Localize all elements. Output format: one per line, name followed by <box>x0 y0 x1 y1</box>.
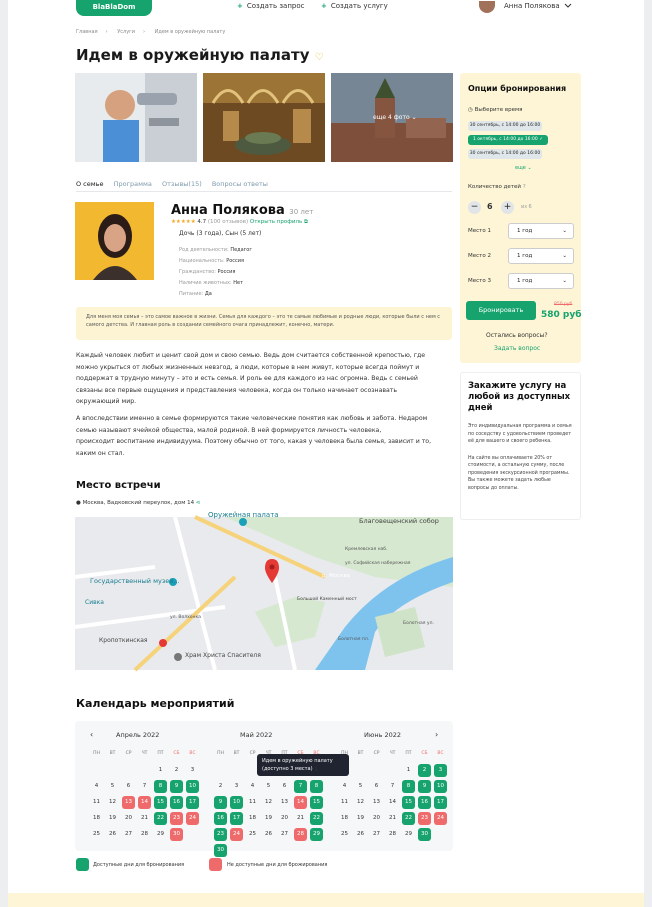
ask-question-link[interactable]: Задать вопрос <box>494 345 541 352</box>
calendar-day: 4 <box>94 783 99 789</box>
calendar-day: 12 <box>357 799 364 805</box>
weekday-label: ВС <box>437 751 444 756</box>
calendar-day: 24 <box>230 828 243 841</box>
calendar-day: 20 <box>373 815 380 821</box>
map-canvas[interactable] <box>75 517 453 670</box>
calendar-day: 1 <box>314 767 319 773</box>
promo-title: Закажите услугу на любой из доступных дней <box>468 381 571 413</box>
calendar-day: 19 <box>109 815 116 821</box>
calendar-day: 6 <box>374 783 379 789</box>
increment-button[interactable]: + <box>501 201 514 214</box>
calendar-day[interactable]: 9 <box>170 780 183 793</box>
kids-label: Количество детей ? <box>468 184 526 190</box>
weekday-label: ПН <box>217 751 224 756</box>
map-label: Кремлевская наб. <box>345 547 388 552</box>
meeting-title: Место встречи <box>76 480 161 491</box>
calendar-title: Календарь мероприятий <box>76 697 235 710</box>
map-label: Кропоткинская <box>99 637 148 644</box>
meeting-address: ● Москва, Вадковский переулок, дом 14 ⋖ <box>76 500 201 506</box>
calendar-day: 14 <box>389 799 396 805</box>
tab-reviews[interactable]: Отзывы(15) <box>161 180 202 188</box>
event-tooltip: Идем в оружейную палату (доступно 3 места) <box>257 754 349 776</box>
weekday-label: СР <box>373 751 380 756</box>
fact-citizenship: Гражданство: Россия <box>179 269 236 275</box>
external-link-icon: ⧉ <box>304 219 308 225</box>
calendar-day: 5 <box>266 783 271 789</box>
calendar-day: 11 <box>249 799 256 805</box>
legend-unavailable: Не доступные дни для брожирования <box>227 862 328 868</box>
calendar-day[interactable]: 10 <box>230 796 243 809</box>
breadcrumb-home[interactable]: Главная <box>76 29 98 35</box>
weekday-label: СР <box>249 751 256 756</box>
weekday-label: ПН <box>341 751 348 756</box>
weekday-label: ЧТ <box>389 751 396 756</box>
calendar-day[interactable]: 9 <box>214 796 227 809</box>
seat-1-select[interactable]: 1 год ⌄ <box>508 223 574 239</box>
about-paragraph-1: Каждый человек любит и ценит свой дом и свою семью. Ведь дом считается собственной крепостью, где можно укрыться от любых жизненных невзгод, а люди, которые в нем живут, которые всегда поймут и поддержат в трудную минуту – это и есть семья. И роль ее для каждого из нас огромна. Ведь с семьей связаны все первые ощущения и представления человека, когда он только начинает осознавать окружающий мир. <box>76 352 426 405</box>
calendar-day: 11 <box>341 799 348 805</box>
chevron-down-icon: ⌄ <box>562 278 567 284</box>
page-title: Идем в оружейную палату ♡ <box>76 46 324 64</box>
calendar-day: 3 <box>190 767 195 773</box>
calendar-day[interactable]: 9 <box>418 780 431 793</box>
calendar-day: 23 <box>170 812 183 825</box>
plus-icon: + <box>237 2 243 10</box>
weekday-label: СР <box>125 751 132 756</box>
map-label: ул. Софийская набережная <box>345 561 411 566</box>
time-label: ◷ Выберите время <box>468 107 523 113</box>
fact-food: Питание: Да <box>179 291 212 297</box>
calendar-day: 4 <box>250 783 255 789</box>
more-photos-label[interactable]: еще 4 фото ⌄ <box>373 114 417 121</box>
calendar-day: 29 <box>157 831 164 837</box>
calendar-day: 7 <box>390 783 395 789</box>
seat-label: Место 3 <box>468 278 491 284</box>
calendar-day[interactable]: 10 <box>186 780 199 793</box>
calendar-day: 27 <box>373 831 380 837</box>
fact-nationality: Национальность: Россия <box>179 258 245 264</box>
chevron-down-icon[interactable] <box>564 3 572 9</box>
more-slots-link[interactable]: еще ⌄ <box>515 165 532 171</box>
weekday-label: ВТ <box>109 751 116 756</box>
host-photo <box>75 202 154 280</box>
tab-program[interactable]: Программа <box>113 180 152 188</box>
next-month-icon[interactable]: › <box>435 730 439 739</box>
weekday-label: ПН <box>93 751 100 756</box>
calendar-day: 13 <box>281 799 288 805</box>
calendar-day: 18 <box>93 815 100 821</box>
page <box>8 0 644 907</box>
seat-3-select[interactable]: 1 год ⌄ <box>508 273 574 289</box>
footer <box>8 893 644 907</box>
breadcrumb-current: Идем в оружейную палату <box>154 29 226 35</box>
time-slot[interactable]: 30 сентябрь, с 14:00 до 16:00 <box>468 149 542 159</box>
weekday-label: ВТ <box>357 751 364 756</box>
chevron-down-icon: ⌄ <box>562 228 567 234</box>
logo[interactable]: BlaBlaDom <box>76 0 152 16</box>
weekday-label: СБ <box>297 751 304 756</box>
weekday-label: ПТ <box>157 751 164 756</box>
clock-icon: ◷ <box>468 107 473 113</box>
plus-icon: + <box>321 2 327 10</box>
map-label: ул. Волхонка <box>170 615 201 620</box>
calendar-day: 28 <box>389 831 396 837</box>
calendar-day: 1 <box>406 767 411 773</box>
help-icon: ? <box>522 184 526 190</box>
calendar-day[interactable]: 7 <box>294 780 307 793</box>
promo-card <box>460 372 581 520</box>
map-label: Сивка <box>85 599 104 606</box>
calendar-day[interactable]: 8 <box>402 780 415 793</box>
calendar-day: 12 <box>109 799 116 805</box>
calendar-day: 3 <box>234 783 239 789</box>
weekday-label: ПТ <box>405 751 412 756</box>
tab-faq[interactable]: Вопросы ответы <box>211 180 268 188</box>
map-label: Болотная пл. <box>338 637 370 642</box>
promo-text-1: Это индивидуальная программа и семья по соседству с удовольствием проведет её для вашего и своего ребенка. <box>468 424 572 444</box>
calendar-day: 28 <box>294 828 307 841</box>
month-title: Апрель 2022 <box>116 731 160 739</box>
map-label: Оружейная палата <box>208 511 279 519</box>
calendar-day: 5 <box>358 783 363 789</box>
weekday-label: СБ <box>173 751 180 756</box>
plumber-image <box>75 73 197 162</box>
create-request-link[interactable]: + Создать запрос <box>237 2 305 10</box>
time-slot[interactable]: 30 сентябрь, с 14:00 до 16:00 <box>468 121 542 131</box>
booking-title: Опции бронирования <box>468 84 567 93</box>
map-label: Государственный музей... <box>90 577 180 585</box>
breadcrumb-services[interactable]: Услуги <box>117 29 136 35</box>
book-button[interactable]: Бронировать <box>466 301 536 320</box>
month-title: Июнь 2022 <box>364 731 402 739</box>
calendar-day[interactable]: 16 <box>214 812 227 825</box>
calendar-day: 25 <box>249 831 256 837</box>
gallery-photo-2[interactable] <box>203 73 325 162</box>
seat-2-select[interactable]: 1 год ⌄ <box>508 248 574 264</box>
calendar-day[interactable]: 15 <box>154 796 167 809</box>
calendar-day: 6 <box>282 783 287 789</box>
old-price: 850 руб <box>554 302 573 307</box>
legend-available: Доступные дни для бронирования <box>93 862 185 868</box>
seat-label: Место 1 <box>468 228 491 234</box>
calendar-day[interactable]: 29 <box>310 828 323 841</box>
weekday-label: ВС <box>313 751 320 756</box>
weekday-label: ЧТ <box>141 751 148 756</box>
tab-bar <box>76 180 276 188</box>
calendar-day: 26 <box>357 831 364 837</box>
legend-available-swatch <box>76 858 89 871</box>
weekday-label: ЧТ <box>265 751 272 756</box>
armory-hall-image <box>203 73 325 162</box>
fact-pets: Наличие животных: Нет <box>179 280 244 286</box>
calendar-day[interactable]: 16 <box>418 796 431 809</box>
calendar-day: 21 <box>389 815 396 821</box>
calendar-day: 26 <box>265 831 272 837</box>
legend-unavailable-swatch <box>209 858 222 871</box>
decrement-button[interactable]: − <box>468 201 481 214</box>
calendar-day: 19 <box>265 815 272 821</box>
calendar-day[interactable]: 17 <box>186 796 199 809</box>
map-label: Храм Христа Спасителя <box>185 652 261 659</box>
calendar-day[interactable]: 2 <box>418 764 431 777</box>
calendar-day: 28 <box>141 831 148 837</box>
calendar-day: 24 <box>186 812 199 825</box>
user-avatar[interactable] <box>479 1 495 13</box>
open-profile-link[interactable]: Открыть профиль <box>249 219 303 225</box>
calendar-day[interactable]: 17 <box>230 812 243 825</box>
calendar-day: 1 <box>158 767 163 773</box>
calendar-day[interactable]: 15 <box>402 796 415 809</box>
calendar-day: 21 <box>297 815 304 821</box>
weekday-label: ПТ <box>281 751 288 756</box>
map-label: Большой Каменный мост <box>297 597 357 602</box>
tab-divider <box>76 191 452 192</box>
host-name: Анна Полякова 30 лет <box>171 203 314 218</box>
calendar-day[interactable]: 15 <box>310 796 323 809</box>
calendar-day: 27 <box>125 831 132 837</box>
gallery-photo-1[interactable] <box>75 73 197 162</box>
user-name[interactable]: Анна Полякова <box>504 2 560 10</box>
price: 580 руб <box>541 310 582 320</box>
calendar-day: 25 <box>93 831 100 837</box>
calendar-day: 2 <box>174 767 179 773</box>
calendar-day[interactable]: 22 <box>154 812 167 825</box>
calendar-day[interactable]: 10 <box>434 780 447 793</box>
seat-label: Место 2 <box>468 253 491 259</box>
calendar-day[interactable]: 30 <box>418 828 431 841</box>
calendar-day: 24 <box>434 812 447 825</box>
map-label: Благовещенский собор <box>359 517 439 525</box>
calendar-day: 20 <box>125 815 132 821</box>
calendar-day[interactable]: 3 <box>434 764 447 777</box>
map-label: Болотная ул. <box>403 621 434 626</box>
calendar-day: 18 <box>249 815 256 821</box>
calendar-day: 14 <box>294 796 307 809</box>
calendar-day: 5 <box>110 783 115 789</box>
calendar-day: 27 <box>281 831 288 837</box>
about-paragraph-2: А впоследствии именно в семье формируются такие человеческие понятия как любовь и забота. Недаром семью называют ячейкой общества, малой родиной. В ней формируется личность человека, происходит воспитание индивидуума. Поэтому обычно от того, какая у человека была семья, зависит и то, каким он стал. <box>76 415 432 457</box>
calendar-day: 21 <box>141 815 148 821</box>
calendar-day: 20 <box>281 815 288 821</box>
prev-month-icon[interactable]: ‹ <box>90 730 94 739</box>
heart-icon[interactable]: ♡ <box>314 52 324 63</box>
calendar-day[interactable]: 16 <box>170 796 183 809</box>
calendar-day[interactable]: 23 <box>214 828 227 841</box>
calendar-day: 18 <box>341 815 348 821</box>
calendar-day: 14 <box>138 796 151 809</box>
questions-label: Остались вопросы? <box>486 332 548 339</box>
calendar-day: 19 <box>357 815 364 821</box>
calendar-day[interactable]: 17 <box>434 796 447 809</box>
calendar-day: 23 <box>418 812 431 825</box>
weekday-label: ВТ <box>233 751 240 756</box>
calendar-day: 7 <box>142 783 147 789</box>
breadcrumb: Главная › Услуги › Идем в оружейную палату <box>76 29 226 35</box>
calendar-day[interactable]: 8 <box>310 780 323 793</box>
calendar-day: 12 <box>265 799 272 805</box>
rating-row: ★★★★★ 4.7 (100 отзывов) Открыть профиль ⧉ <box>171 219 308 225</box>
kids-count: 6 <box>487 202 493 211</box>
host-portrait <box>75 202 154 280</box>
kids-max: из 6 <box>521 204 532 210</box>
calendar-day[interactable]: 22 <box>402 812 415 825</box>
calendar-day: 30 <box>170 828 183 841</box>
calendar-day: 13 <box>122 796 135 809</box>
month-title: Май 2022 <box>240 731 273 739</box>
weekday-label: СБ <box>421 751 428 756</box>
map-label: р. Москва <box>322 573 351 579</box>
calendar-day: 11 <box>93 799 100 805</box>
map[interactable] <box>75 511 453 670</box>
host-children: Дочь (3 года), Сын (5 лет) <box>179 230 262 237</box>
weekday-label: ВС <box>189 751 196 756</box>
create-service-link[interactable]: + Создать услугу <box>321 2 388 10</box>
chevron-down-icon: ⌄ <box>411 114 417 121</box>
calendar-day: 4 <box>342 783 347 789</box>
star-icons: ★★★★★ <box>171 219 196 225</box>
calendar-day[interactable]: 22 <box>310 812 323 825</box>
calendar-day: 13 <box>373 799 380 805</box>
promo-text-2: На сайте вы оплачиваете 20% от стоимости, а остальную сумму, после проведения экскурсионной программы. Вы также можете задать любые вопросы до оплаты. <box>468 455 570 491</box>
share-icon[interactable]: ⋖ <box>195 500 201 506</box>
host-quote: Для меня моя семья – это самое важное в жизни. Семья для каждого – это те самые любимые и родные люди, которые были с нем с самого детства. И главная роль в создании семейного очага принадлежит, конечно, матери. <box>76 307 452 340</box>
calendar-day: 29 <box>405 831 412 837</box>
calendar-day: 6 <box>126 783 131 789</box>
time-slot-selected[interactable]: 1 октябрь, с 14:00 до 16:00 ✓ <box>468 135 548 145</box>
calendar-day: 25 <box>341 831 348 837</box>
chevron-down-icon: ⌄ <box>562 253 567 259</box>
calendar-day: 2 <box>218 783 223 789</box>
calendar-day[interactable]: 8 <box>154 780 167 793</box>
fact-occupation: Род деятельности: Педагог <box>179 247 252 253</box>
location-pin-icon: ● <box>76 500 81 506</box>
calendar-day[interactable]: 30 <box>214 844 227 857</box>
calendar-day: 26 <box>109 831 116 837</box>
tab-family[interactable]: О семье <box>76 180 104 192</box>
